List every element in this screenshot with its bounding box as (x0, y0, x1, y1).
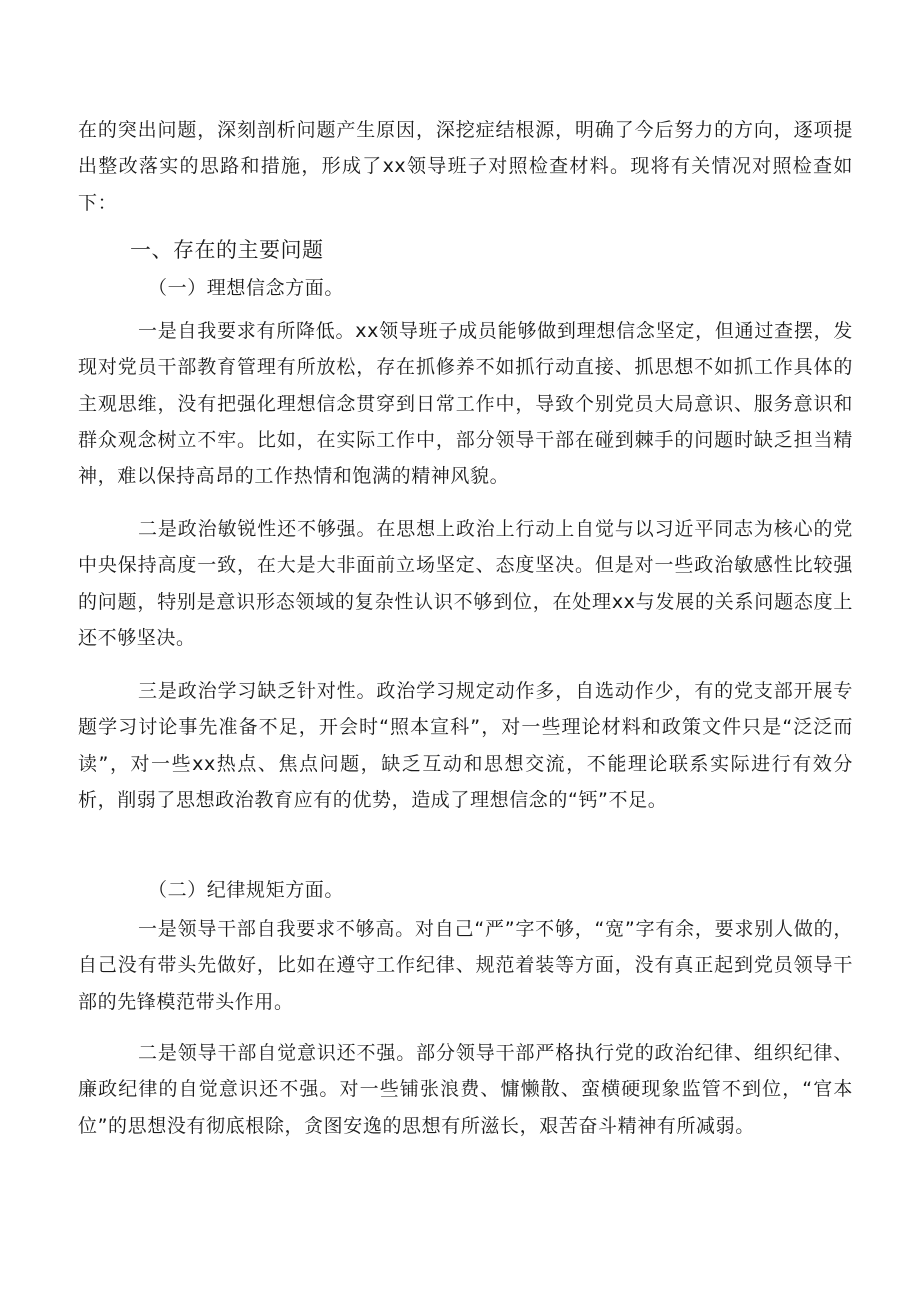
section-heading-main-problems: 一、存在的主要问题 (130, 238, 324, 262)
paragraph-political-study: 三是政治学习缺乏针对性。政治学习规定动作多，自选动作少，有的党支部开展专题学习讨论事先准备不足，开会时“照本宣科”，对一些理论材料和政策文件只是“泛泛而读”，对一些xx热点、焦点问题，缺乏互动和思想交流，不能理论联系实际进行有效分析，削弱了思想政治教育应有的优势，造成了理想信念的“钙”不足。 (78, 680, 853, 811)
paragraph-self-requirement: 一是自我要求有所降低。xx领导班子成员能够做到理想信念坚定，但通过查摆，发现对党员干部教育管理有所放松，存在抓修养不如抓行动直接、抓思想不如抓工作具体的主观思维，没有把强化理想信念贯穿到日常工作中，导致个别党员大局意识、服务意识和群众观念树立不牢。比如，在实际工作中，部分领导干部在碰到棘手的问题时缺乏担当精神，难以保持高昂的工作热情和饱满的精神风貌。 (78, 320, 853, 488)
intro-paragraph: 在的突出问题，深刻剖析问题产生原因，深挖症结根源，明确了今后努力的方向，逐项提出整改落实的思路和措施，形成了xx领导班子对照检查材料。现将有关情况对照检查如下： (78, 119, 853, 214)
subsection-heading-ideals: （一）理想信念方面。 (148, 277, 345, 299)
paragraph-leader-awareness: 二是领导干部自觉意识还不强。部分领导干部严格执行党的政治纪律、组织纪律、廉政纪律的自觉意识还不强。对一些铺张浪费、慵懒散、蛮横硬现象监管不到位，“官本位”的思想没有彻底根除，贪图安逸的思想有所滋长，艰苦奋斗精神有所减弱。 (78, 1042, 853, 1137)
paragraph-political-sensitivity: 二是政治敏锐性还不够强。在思想上政治上行动上自觉与以习近平同志为核心的党中央保持高度一致，在大是大非面前立场坚定、态度坚决。但是对一些政治敏感性比较强的问题，特别是意识形态领域的复杂性认识不够到位，在处理xx与发展的关系问题态度上还不够坚决。 (78, 518, 853, 649)
paragraph-leader-self-requirement: 一是领导干部自我要求不够高。对自己“严”字不够，“宽”字有余，要求别人做的，自己没有带头先做好，比如在遵守工作纪律、规范着装等方面，没有真正起到党员领导干部的先锋模范带头作用。 (78, 918, 853, 1013)
subsection-heading-discipline: （二）纪律规矩方面。 (148, 879, 345, 901)
